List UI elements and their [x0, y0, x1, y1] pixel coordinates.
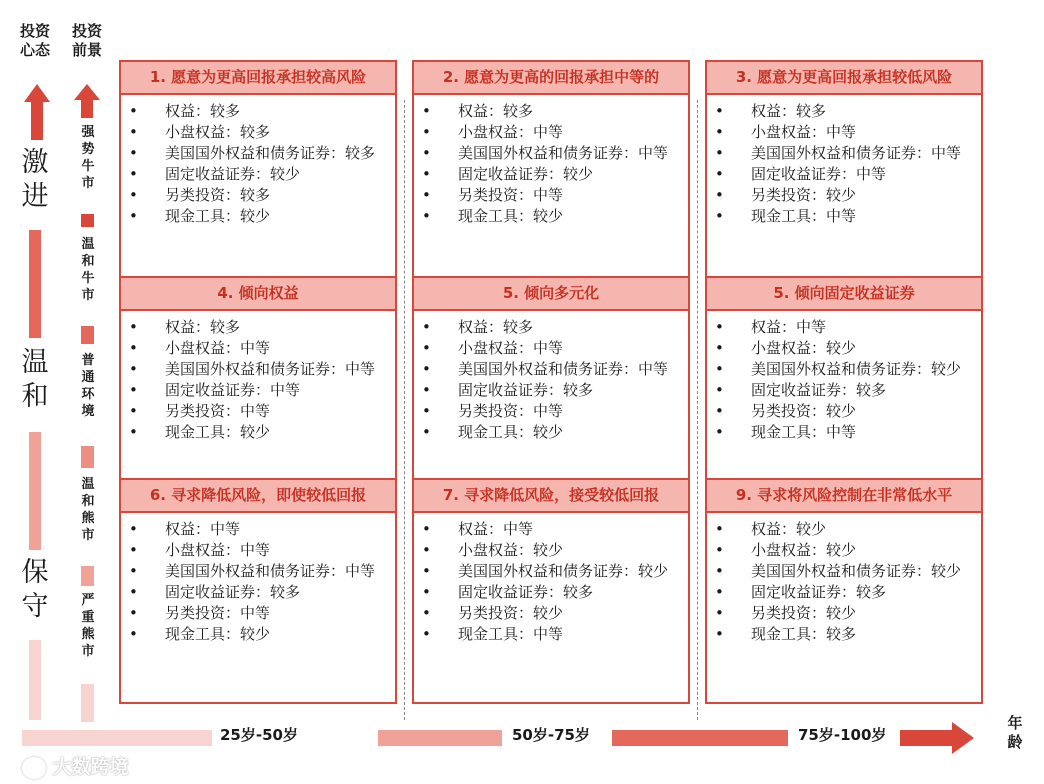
- allocation-item: • 固定收益证券：较少: [129, 164, 375, 185]
- allocation-item: • 权益：中等: [129, 519, 375, 540]
- outlook-header: 投资 前景: [71, 22, 102, 59]
- allocation-item: • 固定收益证券：较多: [715, 380, 961, 401]
- allocation-item: • 小盘权益：较少: [715, 540, 961, 561]
- allocation-item: • 小盘权益：中等: [129, 540, 375, 561]
- allocation-item: • 固定收益证券：较多: [422, 380, 668, 401]
- allocation-list: [414, 311, 688, 443]
- allocation-item: • 固定收益证券：较少: [422, 164, 668, 185]
- allocation-section: [707, 478, 981, 702]
- allocation-item: • 小盘权益：较多: [129, 122, 375, 143]
- column-divider-2: [697, 100, 698, 720]
- allocation-item: • 固定收益证券：较多: [422, 582, 668, 603]
- age-right-arrow-icon: [900, 722, 974, 754]
- mentality-level-aggressive: 激 进: [21, 147, 49, 212]
- mentality-level-moderate: 温 和: [21, 347, 49, 412]
- section-title: 9. 寻求将风险控制在非常低水平: [707, 478, 981, 513]
- allocation-item: • 小盘权益：中等: [422, 338, 668, 359]
- allocation-list: [121, 95, 395, 227]
- mentality-level-conservative: 保 守: [21, 557, 49, 622]
- allocation-item: • 现金工具：较少: [422, 422, 668, 443]
- allocation-item: • 美国国外权益和债务证券：中等: [422, 359, 668, 380]
- allocation-list: [707, 95, 981, 227]
- age-bar-3: [612, 730, 788, 746]
- allocation-section: [707, 276, 981, 478]
- age-bar-2: [378, 730, 502, 746]
- allocation-item: • 现金工具：中等: [715, 206, 961, 227]
- mentality-bar-3: [29, 640, 41, 720]
- allocation-item: • 美国国外权益和债务证券：中等: [715, 143, 961, 164]
- allocation-item: • 现金工具：较少: [129, 422, 375, 443]
- market-bar-3: [81, 446, 94, 468]
- allocation-list: [707, 311, 981, 443]
- allocation-item: • 现金工具：较少: [129, 206, 375, 227]
- allocation-item: • 固定收益证券：中等: [129, 380, 375, 401]
- allocation-item: • 另类投资：较少: [422, 603, 668, 624]
- allocation-item: • 另类投资：较多: [129, 185, 375, 206]
- mentality-up-arrow-icon: [24, 84, 50, 140]
- allocation-item: • 美国国外权益和债务证券：较少: [422, 561, 668, 582]
- allocation-item: • 另类投资：中等: [422, 401, 668, 422]
- market-bar-4: [81, 566, 94, 586]
- market-level-mild-bear: 温 和 熊 市: [81, 477, 95, 543]
- market-level-strong-bull: 强 势 牛 市: [81, 125, 95, 191]
- allocation-item: • 权益：较多: [129, 317, 375, 338]
- allocation-column-3: [705, 60, 983, 704]
- allocation-item: • 美国国外权益和债务证券：中等: [422, 143, 668, 164]
- age-axis-label: 年 龄: [1007, 714, 1023, 751]
- market-bar-5: [81, 684, 94, 722]
- market-bar-1: [81, 214, 94, 227]
- mentality-bar-1: [29, 230, 41, 338]
- allocation-item: • 小盘权益：中等: [715, 122, 961, 143]
- allocation-item: • 美国国外权益和债务证券：较少: [715, 561, 961, 582]
- allocation-item: • 权益：较多: [422, 317, 668, 338]
- market-bar-2: [81, 326, 94, 344]
- allocation-column-2: [412, 60, 690, 704]
- age-range-2: 50岁-75岁: [512, 726, 590, 744]
- section-title: 3. 愿意为更高回报承担较低风险: [707, 62, 981, 95]
- allocation-section: [414, 276, 688, 478]
- age-bar-1: [22, 730, 212, 746]
- allocation-item: • 现金工具：中等: [715, 422, 961, 443]
- allocation-section: [707, 62, 981, 276]
- allocation-item: • 美国国外权益和债务证券：中等: [129, 561, 375, 582]
- allocation-item: • 现金工具：较多: [715, 624, 961, 645]
- allocation-item: • 另类投资：较少: [715, 603, 961, 624]
- allocation-list: [707, 513, 981, 645]
- market-level-severe-bear: 严 重 熊 市: [81, 593, 95, 659]
- allocation-item: • 美国国外权益和债务证券：较多: [129, 143, 375, 164]
- allocation-item: • 现金工具：较少: [129, 624, 375, 645]
- section-title: 5. 倾向固定收益证券: [707, 276, 981, 311]
- allocation-section: [414, 62, 688, 276]
- mentality-bar-2: [29, 432, 41, 550]
- allocation-item: • 小盘权益：较少: [422, 540, 668, 561]
- section-title: 6. 寻求降低风险，即使较低回报: [121, 478, 395, 513]
- market-level-mild-bull: 温 和 牛 市: [81, 237, 95, 303]
- age-range-1: 25岁-50岁: [220, 726, 298, 744]
- allocation-item: • 固定收益证券：较多: [715, 582, 961, 603]
- allocation-list: [121, 513, 395, 645]
- allocation-item: • 美国国外权益和债务证券：较少: [715, 359, 961, 380]
- allocation-item: • 权益：中等: [422, 519, 668, 540]
- allocation-item: • 美国国外权益和债务证券：中等: [129, 359, 375, 380]
- allocation-item: • 另类投资：较少: [715, 185, 961, 206]
- section-title: 1. 愿意为更高回报承担较高风险: [121, 62, 395, 95]
- allocation-list: [414, 95, 688, 227]
- allocation-list: [414, 513, 688, 645]
- allocation-section: [121, 62, 395, 276]
- watermark: 大数跨境: [22, 752, 129, 779]
- allocation-item: • 另类投资：中等: [422, 185, 668, 206]
- allocation-item: • 权益：较多: [129, 101, 375, 122]
- allocation-column-1: [119, 60, 397, 704]
- mentality-header: 投资 心态: [19, 22, 50, 59]
- allocation-item: • 小盘权益：中等: [422, 122, 668, 143]
- allocation-item: • 现金工具：较少: [422, 206, 668, 227]
- market-level-normal: 普 通 环 境: [81, 353, 95, 419]
- allocation-item: • 固定收益证券：中等: [715, 164, 961, 185]
- allocation-item: • 小盘权益：较少: [715, 338, 961, 359]
- allocation-section: [121, 276, 395, 478]
- allocation-section: [414, 478, 688, 702]
- allocation-item: • 另类投资：中等: [129, 603, 375, 624]
- section-title: 7. 寻求降低风险，接受较低回报: [414, 478, 688, 513]
- column-divider-1: [404, 100, 405, 720]
- watermark-logo-icon: [22, 757, 46, 779]
- allocation-item: • 权益：较多: [422, 101, 668, 122]
- allocation-item: • 固定收益证券：较多: [129, 582, 375, 603]
- outlook-up-arrow-icon: [74, 84, 100, 118]
- allocation-list: [121, 311, 395, 443]
- age-range-3: 75岁-100岁: [798, 726, 887, 744]
- allocation-item: • 权益：较少: [715, 519, 961, 540]
- allocation-item: • 另类投资：中等: [129, 401, 375, 422]
- allocation-item: • 权益：中等: [715, 317, 961, 338]
- allocation-item: • 另类投资：较少: [715, 401, 961, 422]
- section-title: 2. 愿意为更高的回报承担中等的: [414, 62, 688, 95]
- allocation-item: • 权益：较多: [715, 101, 961, 122]
- allocation-section: [121, 478, 395, 702]
- section-title: 5. 倾向多元化: [414, 276, 688, 311]
- allocation-item: • 现金工具：中等: [422, 624, 668, 645]
- section-title: 4. 倾向权益: [121, 276, 395, 311]
- allocation-item: • 小盘权益：中等: [129, 338, 375, 359]
